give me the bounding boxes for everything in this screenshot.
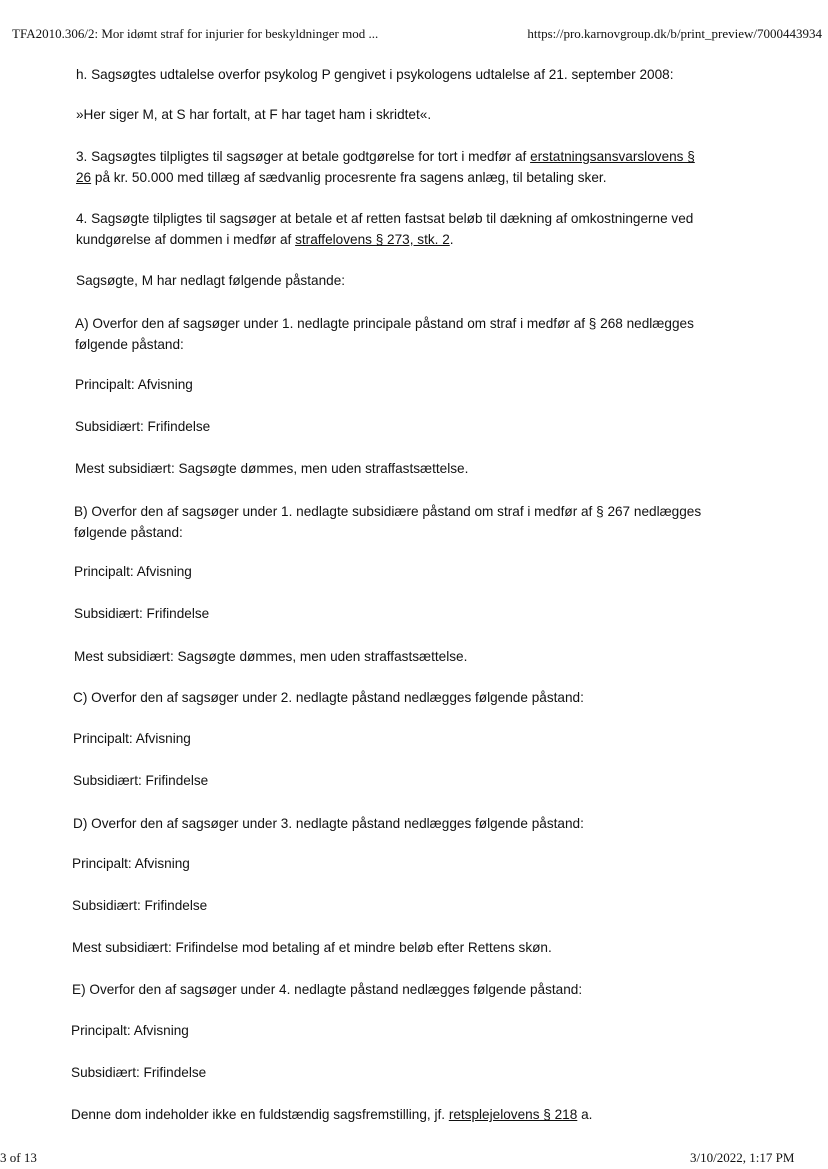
paragraph-4-text-b: kundgørelse af dommen i medfør af [76,232,296,247]
claim-b [74,501,701,543]
print-header-url: https://pro.karnovgroup.dk/b/print_preview/7000443934 [527,26,822,41]
paragraph-3-text-a: 3. Sagsøgtes tilpligtes til sagsøger at betale godtgørelse for tort i medfør af [76,149,531,164]
claim-c: C) Overfor den af sagsøger under 2. nedlagte påstand nedlægges følgende påstand: [73,690,584,705]
claim-a [75,313,694,355]
paragraph-4 [76,208,693,250]
erstatningsansvarsloven-link-cont[interactable]: 26 [76,170,92,185]
print-datetime: 3/10/2022, 1:17 PM [690,1150,795,1165]
final-note-text-a: Denne dom indeholder ikke en fuldstændig sagsfremstilling, jf. [71,1107,449,1122]
paragraph-3-text-b: på kr. 50.000 med tillæg af sædvanlig procesrente fra sagens anlæg, til betaling sker. [91,170,607,185]
claim-a-subsidiary: Subsidiært: Frifindelse [75,419,211,434]
claim-e-subsidiary: Subsidiært: Frifindelse [71,1065,207,1080]
claim-b-line-1: B) Overfor den af sagsøger under 1. nedlagte subsidiære påstand om straf i medfør af § 267 nedlægges [74,504,702,519]
claim-d-principal: Principalt: Afvisning [72,856,190,871]
claim-c-principal: Principalt: Afvisning [73,731,191,746]
claim-a-most-subsidiary: Mest subsidiært: Sagsøgte dømmes, men uden straffastsættelse. [75,461,469,476]
final-note [71,1104,592,1125]
claims-intro: Sagsøgte, M har nedlagt følgende påstande: [76,273,346,288]
paragraph-3 [76,146,695,188]
claim-b-principal: Principalt: Afvisning [74,564,192,579]
claim-a-line-2: følgende påstand: [75,337,184,352]
paragraph-h: h. Sagsøgtes udtalelse overfor psykolog P gengivet i psykologens udtalelse af 21. september 2008: [76,67,674,82]
claim-a-principal: Principalt: Afvisning [75,377,193,392]
page-number: 3 of 13 [0,1150,37,1165]
claim-b-line-2: følgende påstand: [74,525,183,540]
claim-b-most-subsidiary: Mest subsidiært: Sagsøgte dømmes, men uden straffastsættelse. [74,649,468,664]
paragraph-4-text-a: 4. Sagsøgte tilpligtes til sagsøger at betale et af retten fastsat beløb til dækning af omkostningerne ved [76,211,694,226]
claim-d-most-subsidiary: Mest subsidiært: Frifindelse mod betaling af et mindre beløb efter Rettens skøn. [72,940,552,955]
final-note-text-b: a. [577,1107,593,1122]
paragraph-4-text-c: . [449,232,454,247]
print-header-title: TFA2010.306/2: Mor idømt straf for injurier for beskyldninger mod ... [12,26,379,41]
erstatningsansvarsloven-link[interactable]: erstatningsansvarslovens § [530,149,695,164]
claim-b-subsidiary: Subsidiært: Frifindelse [74,606,210,621]
claim-e: E) Overfor den af sagsøger under 4. nedlagte påstand nedlægges følgende påstand: [72,982,583,997]
claim-d: D) Overfor den af sagsøger under 3. nedlagte påstand nedlægges følgende påstand: [73,816,584,831]
claim-c-subsidiary: Subsidiært: Frifindelse [73,773,209,788]
claim-d-subsidiary: Subsidiært: Frifindelse [72,898,208,913]
straffeloven-link[interactable]: straffelovens § 273, stk. 2 [295,232,450,247]
retsplejeloven-link[interactable]: retsplejelovens § 218 [448,1107,578,1122]
quote-paragraph: »Her siger M, at S har fortalt, at F har taget ham i skridtet«. [76,107,432,122]
claim-a-line-1: A) Overfor den af sagsøger under 1. nedlagte principale påstand om straf i medfør af § 268 nedlægges [75,316,694,331]
claim-e-principal: Principalt: Afvisning [71,1023,189,1038]
